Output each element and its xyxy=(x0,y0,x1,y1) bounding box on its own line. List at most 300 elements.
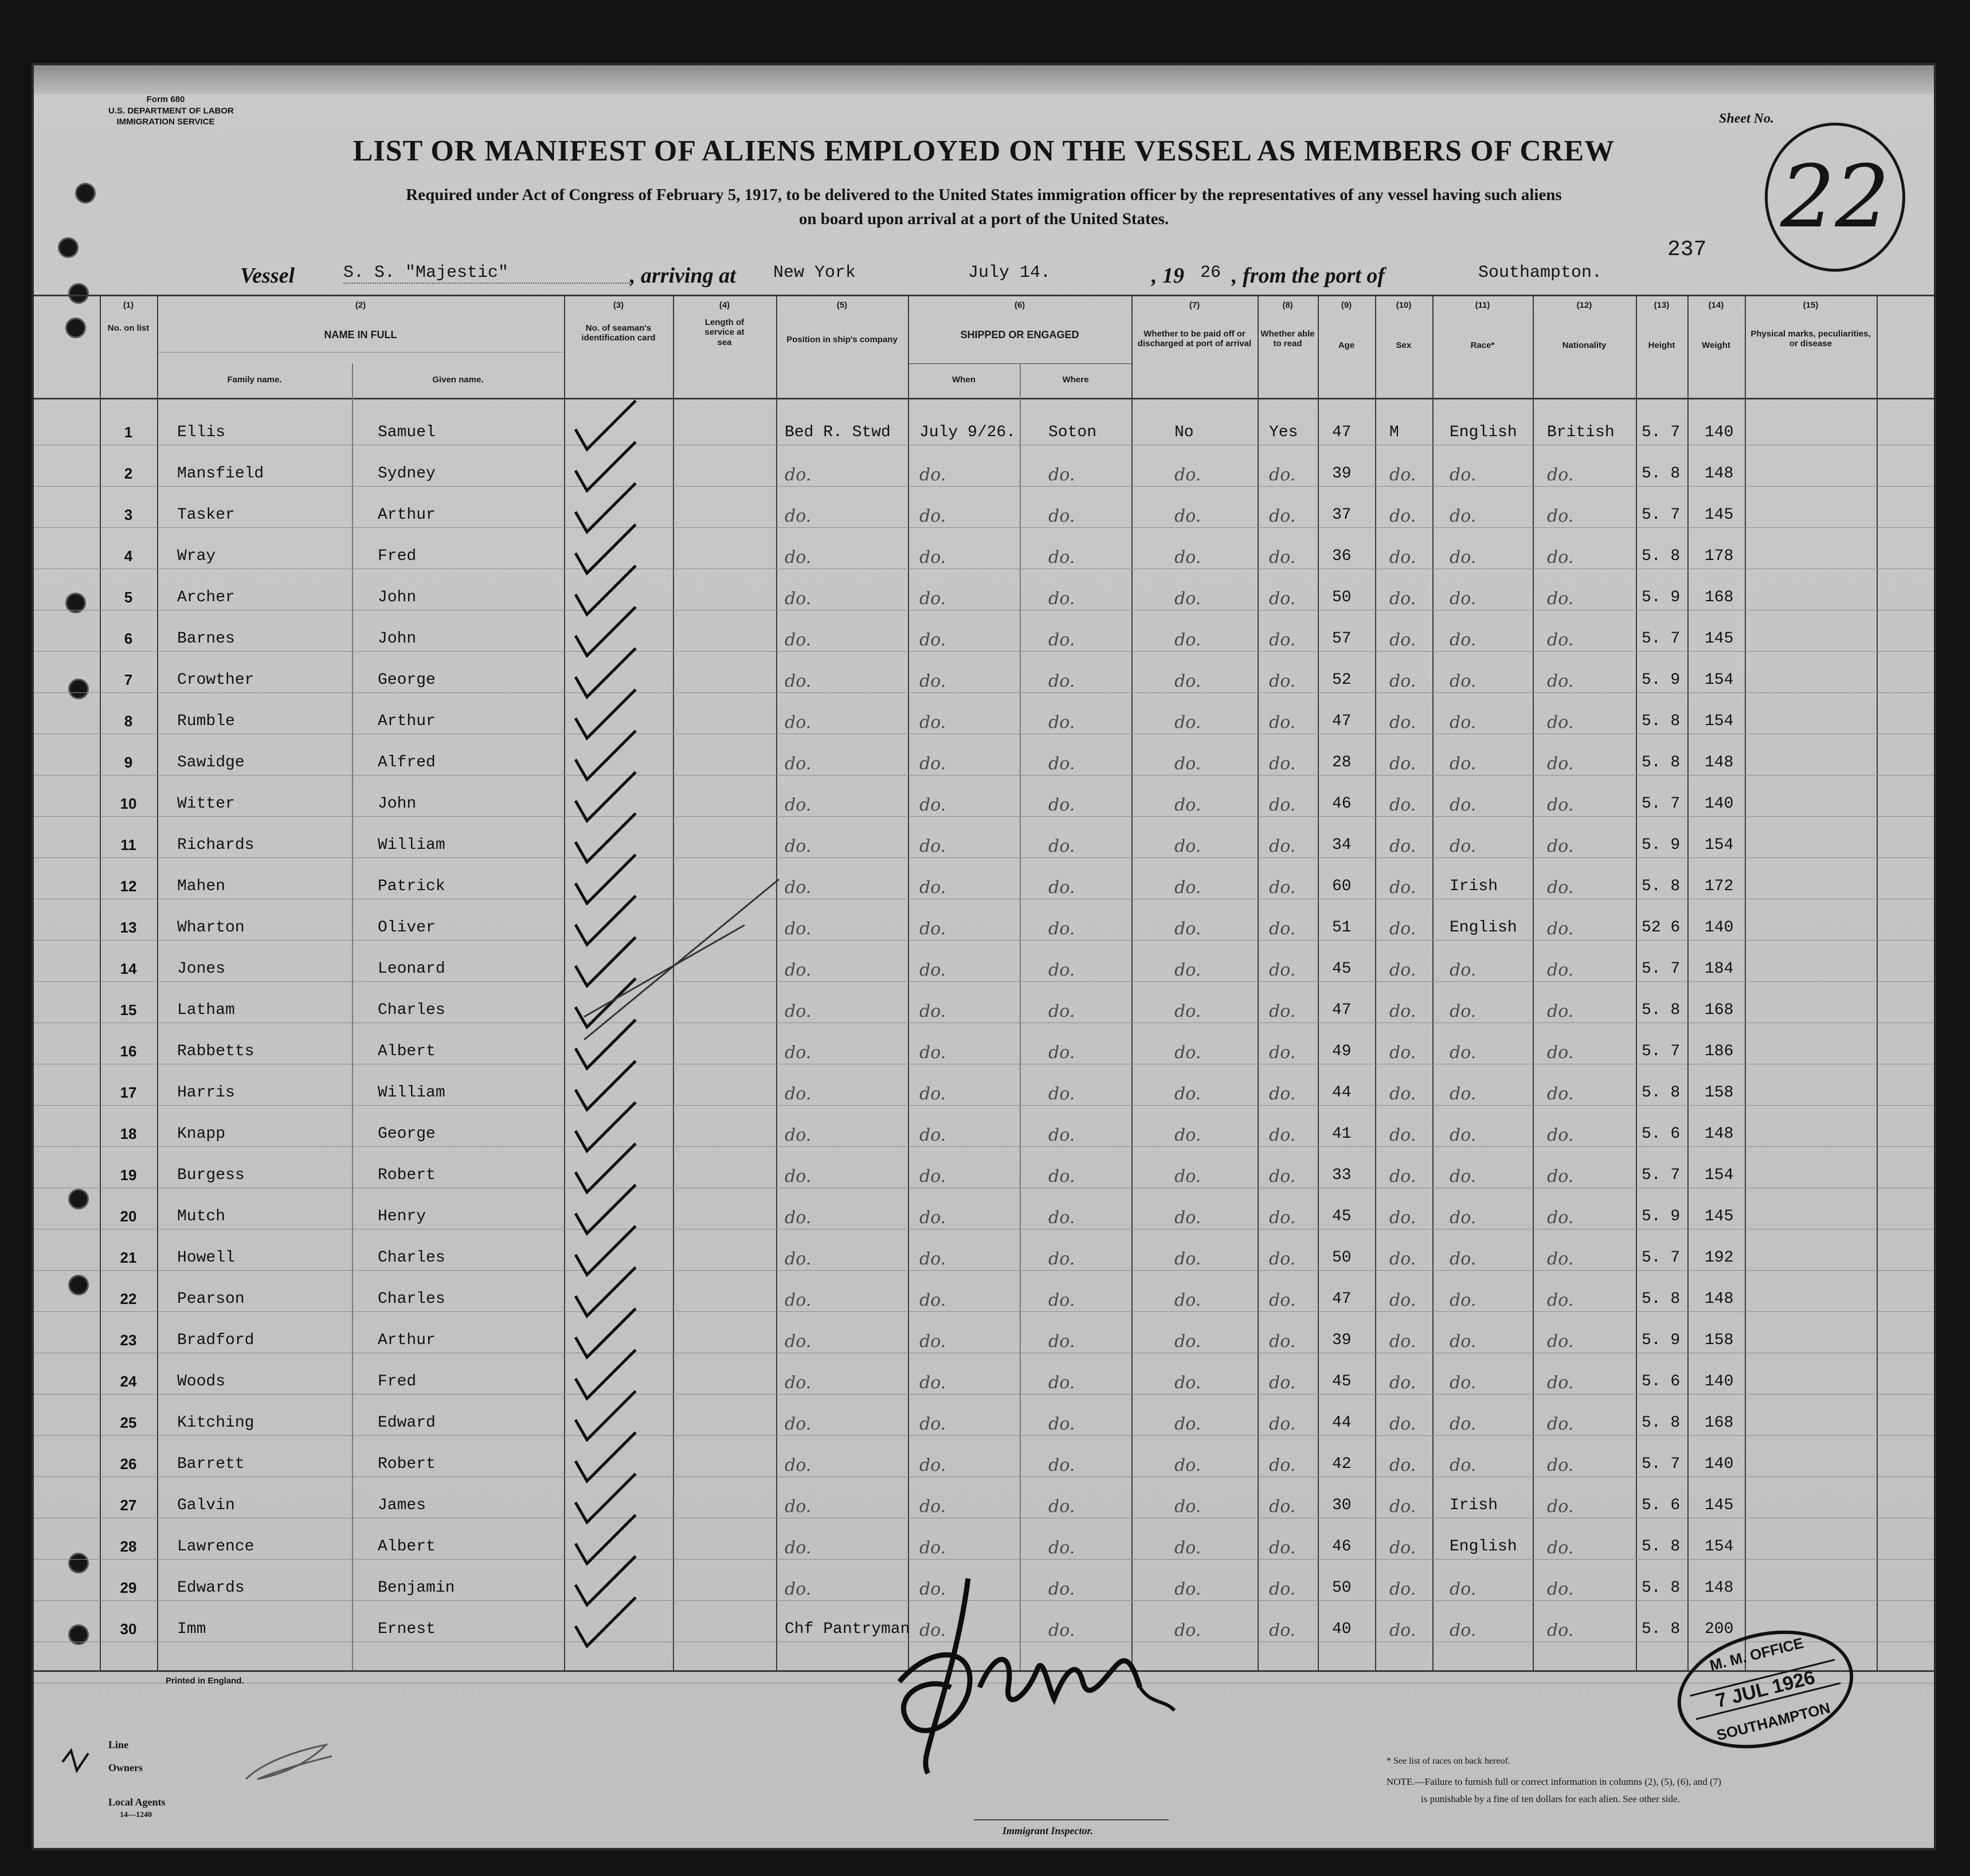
cell-family: Pearson xyxy=(177,1290,245,1308)
column-rule xyxy=(100,295,101,1670)
check-mark xyxy=(575,648,636,697)
cell-read: Yes xyxy=(1269,424,1298,441)
cell-age: 37 xyxy=(1332,506,1352,524)
ditto-mark: do. xyxy=(1547,795,1574,815)
cell-given: Arthur xyxy=(378,506,436,524)
cell-age: 47 xyxy=(1332,712,1352,730)
col-3-label: No. of seaman's identification card xyxy=(581,323,656,343)
ditto-mark: do. xyxy=(919,465,946,485)
ditto-mark: do. xyxy=(1450,1455,1476,1475)
ditto-mark: do. xyxy=(1048,1331,1075,1352)
cell-family: Wray xyxy=(177,547,216,565)
col-7-number: (7) xyxy=(1189,300,1200,310)
cell-height: 5. 7 xyxy=(1642,424,1681,441)
cell-weight: 145 xyxy=(1705,630,1734,648)
cell-family: Latham xyxy=(177,1001,235,1019)
ditto-mark: do. xyxy=(1547,1373,1574,1393)
check-mark xyxy=(575,1515,636,1564)
cell-height: 5. 9 xyxy=(1642,589,1681,606)
ditto-mark: do. xyxy=(919,630,946,650)
department-name: U.S. DEPARTMENT OF LABOR xyxy=(108,105,234,116)
ditto-mark: do. xyxy=(1174,630,1201,650)
row-number: 23 xyxy=(120,1331,137,1349)
cell-age: 51 xyxy=(1332,919,1352,937)
ditto-mark: do. xyxy=(1048,1084,1075,1104)
ditto-mark: do. xyxy=(919,506,946,526)
cell-family: Ellis xyxy=(177,424,226,441)
inspector-label: Immigrant Inspector. xyxy=(1002,1825,1094,1836)
row-rule xyxy=(34,1270,1934,1271)
ditto-mark: do. xyxy=(1174,960,1201,980)
cell-given: Robert xyxy=(378,1455,436,1473)
row-rule xyxy=(34,775,1934,776)
col-6-label: SHIPPED OR ENGAGED xyxy=(960,329,1079,340)
cell-family: Woods xyxy=(177,1373,226,1391)
ditto-mark: do. xyxy=(1048,1373,1075,1393)
cell-weight: 148 xyxy=(1705,754,1734,771)
ditto-mark: do. xyxy=(1269,960,1296,980)
ditto-mark: do. xyxy=(1174,1290,1201,1310)
row-number: 27 xyxy=(120,1497,137,1514)
col-7-label: Whether to be paid off or discharged at port of arrival xyxy=(1137,329,1252,349)
row-number: 16 xyxy=(120,1043,137,1060)
ditto-mark: do. xyxy=(919,1620,946,1640)
inspector-signature xyxy=(865,1556,1209,1796)
cell-height: 5. 9 xyxy=(1642,836,1681,854)
row-number: 18 xyxy=(120,1125,137,1142)
cell-given: Samuel xyxy=(378,424,436,441)
check-mark xyxy=(575,855,636,903)
cell-age: 41 xyxy=(1332,1125,1352,1143)
cell-age: 30 xyxy=(1332,1497,1352,1514)
ditto-mark: do. xyxy=(1174,1373,1201,1393)
cell-family: Wharton xyxy=(177,919,245,937)
ditto-mark: do. xyxy=(1450,1620,1476,1640)
column-rule xyxy=(1432,295,1434,1670)
ditto-mark: do. xyxy=(1269,506,1296,526)
ditto-mark: do. xyxy=(785,795,812,815)
ditto-mark: do. xyxy=(1389,919,1416,939)
column-rule xyxy=(1745,295,1746,1670)
cell-weight: 154 xyxy=(1705,1166,1734,1184)
ditto-mark: do. xyxy=(1389,795,1416,815)
cell-given: James xyxy=(378,1497,426,1514)
column-rule xyxy=(1375,295,1376,1670)
vessel-name: S. S. "Majestic" xyxy=(343,263,630,284)
ditto-mark: do. xyxy=(1048,712,1075,733)
ditto-mark: do. xyxy=(1389,1208,1416,1228)
col-6-where-label: Where xyxy=(1062,375,1089,385)
ditto-mark: do. xyxy=(785,1001,812,1021)
ditto-mark: do. xyxy=(1389,1538,1416,1558)
cell-family: Imm xyxy=(177,1620,206,1638)
cell-family: Archer xyxy=(177,589,235,606)
ditto-mark: do. xyxy=(1048,1538,1075,1558)
agent-scribble xyxy=(57,1728,378,1802)
cell-height: 5. 9 xyxy=(1642,1208,1681,1225)
cell-age: 33 xyxy=(1332,1166,1352,1184)
ditto-mark: do. xyxy=(1547,630,1574,650)
subtitle-line-2: on board upon arrival at a port of the United States. xyxy=(798,210,1169,228)
ditto-mark: do. xyxy=(1048,1455,1075,1475)
cell-family: Mansfield xyxy=(177,465,264,483)
ditto-mark: do. xyxy=(1547,1208,1574,1228)
ditto-mark: do. xyxy=(1547,1043,1574,1063)
cell-age: 45 xyxy=(1332,960,1352,978)
col-6-when-label: When xyxy=(952,375,976,385)
ditto-mark: do. xyxy=(1269,1579,1296,1599)
ditto-mark: do. xyxy=(1174,836,1201,856)
ditto-mark: do. xyxy=(785,1290,812,1310)
ditto-mark: do. xyxy=(1389,630,1416,650)
ditto-mark: do. xyxy=(1547,919,1574,939)
ditto-mark: do. xyxy=(1048,878,1075,898)
diagonal-stroke xyxy=(584,879,779,1040)
cell-given: William xyxy=(378,836,445,854)
top-edge-band xyxy=(34,65,1934,94)
column-rule xyxy=(908,295,909,1670)
cell-weight: 172 xyxy=(1705,878,1734,895)
ditto-mark: do. xyxy=(1174,1538,1201,1558)
cell-family: Bradford xyxy=(177,1331,254,1349)
cell-family: Lawrence xyxy=(177,1538,254,1556)
cell-family: Harris xyxy=(177,1084,235,1102)
check-mark xyxy=(575,1432,636,1481)
column-rule xyxy=(1131,295,1133,1670)
column-rule xyxy=(1318,295,1319,1670)
column-rule xyxy=(1020,363,1021,1670)
ditto-mark: do. xyxy=(1048,1290,1075,1310)
row-rule xyxy=(34,486,1934,487)
ditto-mark: do. xyxy=(785,506,812,526)
row-number: 12 xyxy=(120,878,137,895)
cell-weight: 140 xyxy=(1705,1455,1734,1473)
row-number: 1 xyxy=(124,424,133,441)
cell-weight: 140 xyxy=(1705,424,1734,441)
row-number: 13 xyxy=(120,919,137,936)
cell-given: Albert xyxy=(378,1538,436,1556)
row-rule xyxy=(34,527,1934,528)
col-10-label: Sex xyxy=(1396,340,1412,350)
table-header-border xyxy=(34,398,1934,400)
col-10-number: (10) xyxy=(1396,300,1412,310)
row-number: 25 xyxy=(120,1414,137,1431)
local-agents-label: Local Agents xyxy=(108,1796,166,1808)
ditto-mark: do. xyxy=(1389,671,1416,691)
cell-given: Charles xyxy=(378,1001,445,1019)
ditto-mark: do. xyxy=(1450,1125,1476,1145)
cell-family: Sawidge xyxy=(177,754,245,771)
col-8-label: Whether able to read xyxy=(1260,329,1315,349)
cell-age: 39 xyxy=(1332,1331,1352,1349)
owners-label: Owners xyxy=(108,1762,143,1773)
row-number: 6 xyxy=(124,630,133,647)
from-port-label: , from the port of xyxy=(1232,264,1385,288)
column-rule xyxy=(1877,295,1878,1670)
row-number: 5 xyxy=(124,589,133,606)
column-rule xyxy=(1533,295,1534,1670)
cell-where: Soton xyxy=(1048,424,1097,441)
ditto-mark: do. xyxy=(1547,1290,1574,1310)
col-11-label: Race* xyxy=(1470,340,1495,350)
ditto-mark: do. xyxy=(1389,1125,1416,1145)
ditto-mark: do. xyxy=(785,1414,812,1434)
binder-hole xyxy=(58,237,79,258)
ditto-mark: do. xyxy=(785,1538,812,1558)
ditto-mark: do. xyxy=(1174,712,1201,733)
cell-family: Jones xyxy=(177,960,226,978)
cell-height: 5. 8 xyxy=(1642,878,1681,895)
col-3-number: (3) xyxy=(613,300,624,310)
ditto-mark: do. xyxy=(1547,836,1574,856)
ditto-mark: do. xyxy=(1174,919,1201,939)
ditto-mark: do. xyxy=(1269,1166,1296,1186)
cell-age: 47 xyxy=(1332,1001,1352,1019)
ditto-mark: do. xyxy=(1048,1249,1075,1269)
ditto-mark: do. xyxy=(1269,671,1296,691)
ditto-mark: do. xyxy=(1048,754,1075,774)
ditto-mark: do. xyxy=(1389,960,1416,980)
ditto-mark: do. xyxy=(1048,630,1075,650)
cell-weight: 145 xyxy=(1705,506,1734,524)
cell-paid: No xyxy=(1174,424,1194,441)
cell-weight: 148 xyxy=(1705,1125,1734,1143)
ditto-mark: do. xyxy=(919,836,946,856)
ditto-mark: do. xyxy=(1174,1455,1201,1475)
col-8-number: (8) xyxy=(1282,300,1293,310)
cell-height: 5. 7 xyxy=(1642,1455,1681,1473)
binder-hole xyxy=(68,283,89,304)
printed-in-label: Printed in England. xyxy=(166,1676,244,1686)
ditto-mark: do. xyxy=(785,1125,812,1145)
ditto-mark: do. xyxy=(1389,465,1416,485)
ditto-mark: do. xyxy=(1389,1620,1416,1640)
ditto-mark: do. xyxy=(1269,1538,1296,1558)
ditto-mark: do. xyxy=(1048,1620,1075,1640)
cell-height: 5. 7 xyxy=(1642,1166,1681,1184)
ditto-mark: do. xyxy=(919,1208,946,1228)
cell-age: 46 xyxy=(1332,1538,1352,1556)
col-11-number: (11) xyxy=(1475,300,1490,310)
ditto-mark: do. xyxy=(1547,1497,1574,1517)
cell-given: Charles xyxy=(378,1290,445,1308)
ditto-mark: do. xyxy=(919,1538,946,1558)
ditto-mark: do. xyxy=(785,1455,812,1475)
page-title: LIST OR MANIFEST OF ALIENS EMPLOYED ON THE VESSEL AS MEMBERS OF CREW xyxy=(353,135,1615,167)
cell-given: Albert xyxy=(378,1043,436,1060)
ditto-mark: do. xyxy=(1174,754,1201,774)
ditto-mark: do. xyxy=(1174,795,1201,815)
ditto-mark: do. xyxy=(785,960,812,980)
cell-height: 5. 8 xyxy=(1642,754,1681,771)
ditto-mark: do. xyxy=(1450,1414,1476,1434)
ditto-mark: do. xyxy=(919,919,946,939)
ditto-mark: do. xyxy=(1389,589,1416,609)
cell-given: Oliver xyxy=(378,919,436,937)
cell-height: 5. 9 xyxy=(1642,1331,1681,1349)
ditto-mark: do. xyxy=(1450,1290,1476,1310)
diagonal-stroke xyxy=(584,925,745,1017)
cell-family: Edwards xyxy=(177,1579,245,1597)
stamp-number: 237 xyxy=(1667,237,1707,262)
ditto-mark: do. xyxy=(1269,1125,1296,1145)
ditto-mark: do. xyxy=(1389,1331,1416,1352)
ditto-mark: do. xyxy=(785,836,812,856)
column-rule xyxy=(776,295,777,1670)
cell-height: 5. 7 xyxy=(1642,1043,1681,1060)
ditto-mark: do. xyxy=(1174,1084,1201,1104)
ditto-mark: do. xyxy=(1174,465,1201,485)
cell-given: Fred xyxy=(378,547,417,565)
cell-given: Robert xyxy=(378,1166,436,1184)
row-rule xyxy=(34,1105,1934,1106)
ditto-mark: do. xyxy=(1269,1373,1296,1393)
cell-height: 5. 7 xyxy=(1642,960,1681,978)
ditto-mark: do. xyxy=(1450,1331,1476,1352)
row-number: 2 xyxy=(124,465,133,482)
ditto-mark: do. xyxy=(1389,1166,1416,1186)
ditto-mark: do. xyxy=(1450,1084,1476,1104)
ditto-mark: do. xyxy=(785,630,812,650)
ditto-mark: do. xyxy=(785,919,812,939)
ditto-mark: do. xyxy=(1547,465,1574,485)
ditto-mark: do. xyxy=(1547,1125,1574,1145)
cell-weight: 168 xyxy=(1705,589,1734,606)
sheet-label: Sheet No. xyxy=(1719,111,1774,126)
ditto-mark: do. xyxy=(1547,878,1574,898)
cell-given: Arthur xyxy=(378,1331,436,1349)
ditto-mark: do. xyxy=(1450,506,1476,526)
cell-given: Edward xyxy=(378,1414,436,1432)
row-number: 11 xyxy=(120,836,136,853)
cell-height: 5. 8 xyxy=(1642,1084,1681,1102)
ditto-mark: do. xyxy=(1547,506,1574,526)
table-top-border xyxy=(34,295,1934,296)
cell-given: George xyxy=(378,1125,436,1143)
ditto-mark: do. xyxy=(919,795,946,815)
cell-age: 45 xyxy=(1332,1373,1352,1391)
col-13-label: Height xyxy=(1648,340,1675,350)
ditto-mark: do. xyxy=(919,1497,946,1517)
col-1-number: (1) xyxy=(123,300,134,310)
cell-height: 5. 6 xyxy=(1642,1125,1681,1143)
ditto-mark: do. xyxy=(1174,1043,1201,1063)
cell-family: Witter xyxy=(177,795,235,813)
ditto-mark: do. xyxy=(1389,1290,1416,1310)
ditto-mark: do. xyxy=(1450,671,1476,691)
ditto-mark: do. xyxy=(919,878,946,898)
cell-height: 5. 7 xyxy=(1642,630,1681,648)
cell-weight: 145 xyxy=(1705,1208,1734,1225)
row-rule xyxy=(34,1394,1934,1395)
cell-height: 5. 6 xyxy=(1642,1373,1681,1391)
check-mark xyxy=(575,566,636,614)
cell-family: Barrett xyxy=(177,1455,245,1473)
col-14-number: (14) xyxy=(1708,300,1724,310)
ditto-mark: do. xyxy=(1547,1166,1574,1186)
ditto-mark: do. xyxy=(785,1043,812,1063)
cell-height: 5. 8 xyxy=(1642,547,1681,565)
binder-hole xyxy=(68,1553,89,1573)
cell-position: Bed R. Stwd xyxy=(785,424,891,441)
ditto-mark: do. xyxy=(785,547,812,567)
check-mark xyxy=(575,442,636,491)
cell-given: Patrick xyxy=(378,878,445,895)
cell-age: 50 xyxy=(1332,1249,1352,1267)
ditto-mark: do. xyxy=(1547,589,1574,609)
cell-weight: 154 xyxy=(1705,1538,1734,1556)
ditto-mark: do. xyxy=(1269,630,1296,650)
ditto-mark: do. xyxy=(1048,589,1075,609)
check-mark xyxy=(575,731,636,780)
ditto-mark: do. xyxy=(919,754,946,774)
fine-note-line-2: is punishable by a fine of ten dollars for each alien. See other side. xyxy=(1421,1793,1680,1804)
cell-nationality: British xyxy=(1547,424,1615,441)
form-code: 14—1240 xyxy=(120,1811,152,1819)
cell-weight: 158 xyxy=(1705,1084,1734,1102)
cell-weight: 148 xyxy=(1705,1290,1734,1308)
manifest-sheet xyxy=(32,63,1936,1850)
cell-given: Alfred xyxy=(378,754,436,771)
check-mark xyxy=(575,772,636,821)
column-rule xyxy=(1258,295,1259,1670)
ditto-mark: do. xyxy=(1269,1043,1296,1063)
cell-age: 45 xyxy=(1332,1208,1352,1225)
col-9-label: Age xyxy=(1338,340,1355,350)
ditto-mark: do. xyxy=(1174,671,1201,691)
ditto-mark: do. xyxy=(1174,1620,1201,1640)
ditto-mark: do. xyxy=(785,1166,812,1186)
ditto-mark: do. xyxy=(1269,1084,1296,1104)
ditto-mark: do. xyxy=(1269,1001,1296,1021)
ditto-mark: do. xyxy=(785,712,812,733)
arriving-label: , arriving at xyxy=(630,264,736,288)
col-4-label: Length of service at sea xyxy=(704,318,745,347)
ditto-mark: do. xyxy=(1450,754,1476,774)
cell-given: Fred xyxy=(378,1373,417,1391)
row-number: 26 xyxy=(120,1455,137,1472)
ditto-mark: do. xyxy=(785,1208,812,1228)
ditto-mark: do. xyxy=(1174,1414,1201,1434)
check-mark xyxy=(575,1350,636,1399)
ditto-mark: do. xyxy=(785,465,812,485)
ditto-mark: do. xyxy=(1269,836,1296,856)
ditto-mark: do. xyxy=(1048,465,1075,485)
binder-hole xyxy=(68,1275,89,1295)
ditto-mark: do. xyxy=(1547,547,1574,567)
row-number: 28 xyxy=(120,1538,137,1555)
ditto-mark: do. xyxy=(1269,465,1296,485)
row-number: 19 xyxy=(120,1166,137,1184)
ditto-mark: do. xyxy=(1389,1084,1416,1104)
check-mark xyxy=(575,1226,636,1275)
cell-weight: 154 xyxy=(1705,712,1734,730)
departure-port: Southampton. xyxy=(1478,263,1603,283)
cell-race: English xyxy=(1450,1538,1517,1556)
ditto-mark: do. xyxy=(785,754,812,774)
cell-weight: 140 xyxy=(1705,919,1734,937)
binder-hole xyxy=(65,318,86,338)
ditto-mark: do. xyxy=(1389,712,1416,733)
cell-race: Irish xyxy=(1450,1497,1498,1514)
year-suffix: 26 xyxy=(1200,263,1221,283)
ditto-mark: do. xyxy=(1450,712,1476,733)
cell-height: 5. 8 xyxy=(1642,1414,1681,1432)
col-12-number: (12) xyxy=(1576,300,1592,310)
cell-family: Crowther xyxy=(177,671,254,689)
ditto-mark: do. xyxy=(1389,547,1416,567)
ditto-mark: do. xyxy=(1389,754,1416,774)
